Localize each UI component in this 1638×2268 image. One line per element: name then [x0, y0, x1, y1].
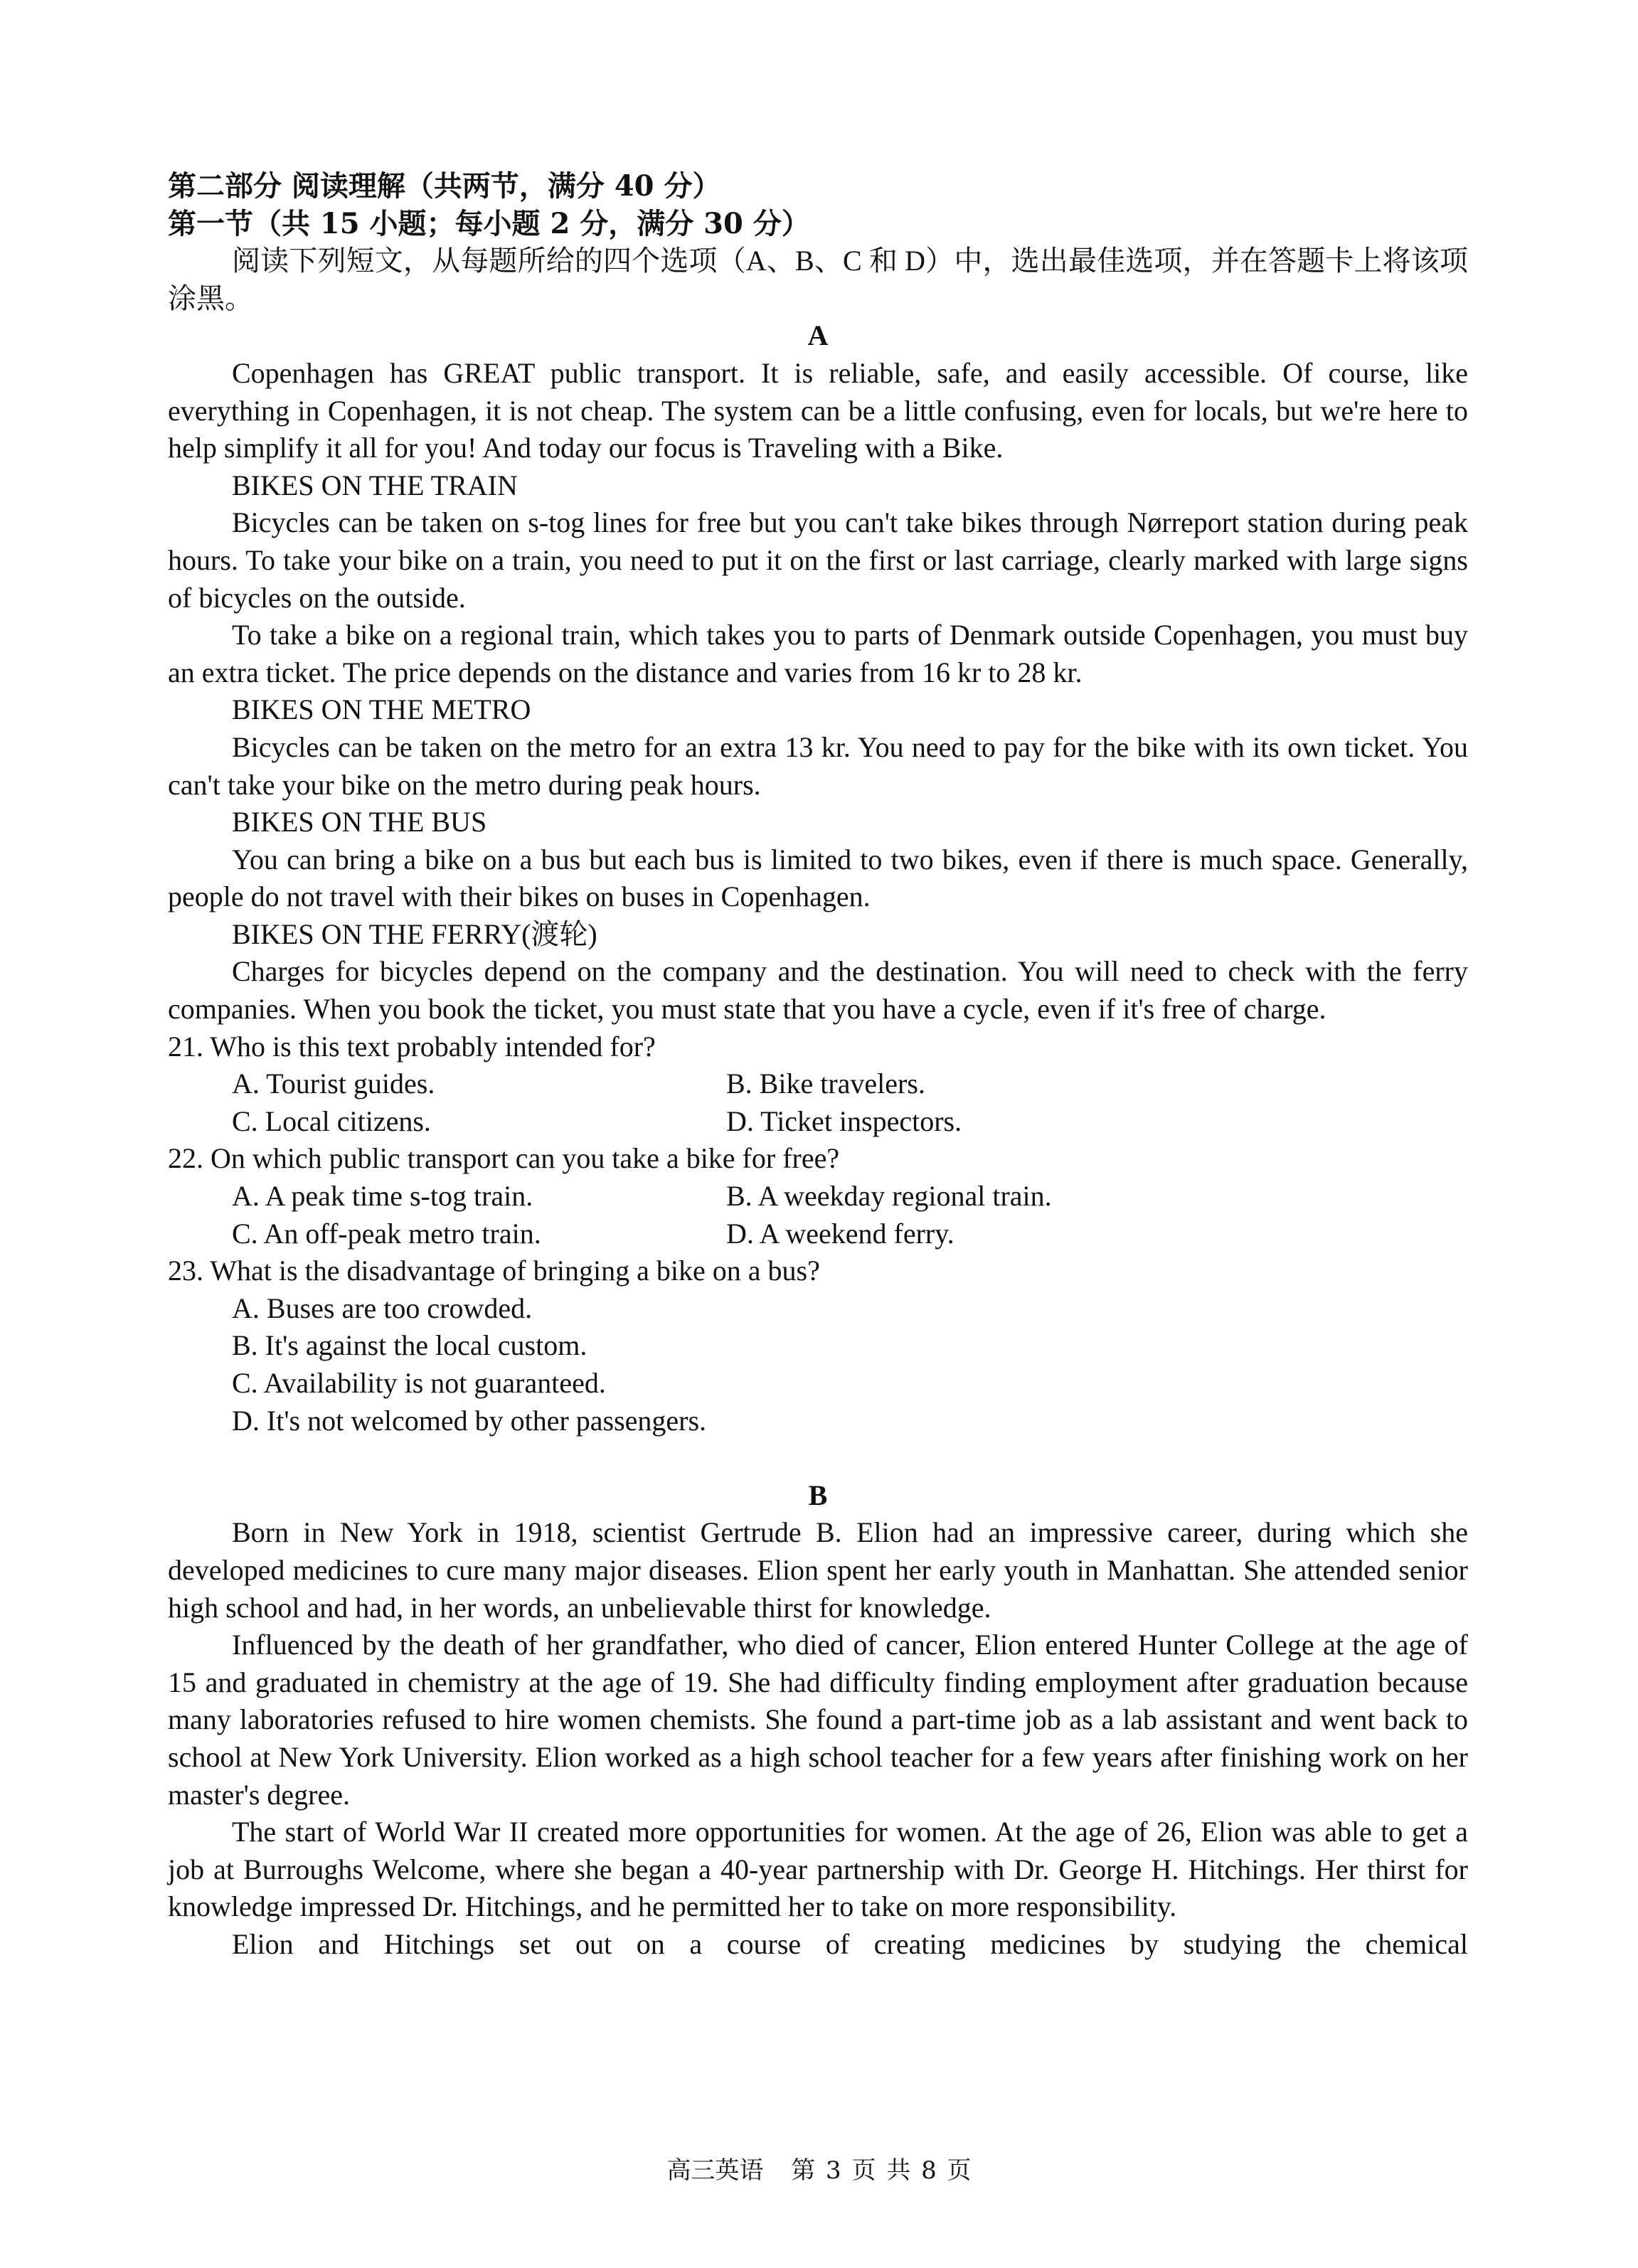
option-b: B. It's against the local custom. — [232, 1329, 587, 1362]
spacer — [168, 1439, 1468, 1477]
metro-heading: BIKES ON THE METRO — [232, 693, 531, 726]
passage-b-paragraph-3: The start of World War II created more opportunities for women. At the age of 26, Elion was able to get a job at Burroughs Welcome, where she began a 40-year partnership with Dr. George H. Hitchings. Her thirst for knowledge impressed Dr. Hitchings, and he permitted her to take on more responsibility. — [168, 1816, 1468, 1923]
section-title: 第二部分 阅读理解（共两节，满分 40 分） — [168, 169, 721, 203]
question-23 — [168, 1252, 1468, 1439]
option-row — [168, 1065, 1468, 1103]
passage-b-label: B — [808, 1479, 828, 1511]
passage-a-label: A — [807, 319, 829, 352]
question-stem: 22. On which public transport can you take a bike for free? — [168, 1142, 840, 1175]
train-paragraph-1: Bicycles can be taken on s-tog lines for free but you can't take bikes through Nørreport station during peak hours. To take your bike on a train, you need to put it on the first or last carriage, clearly marked with large signs of bicycles on the outside. — [168, 506, 1468, 614]
passage-a-intro: Copenhagen has GREAT public transport. It is reliable, safe, and easily accessible. Of course, like everything in Copenhagen, it is not cheap. The system can be a little confusing, even for locals, but we're here to help simplify it all for you! And today our focus is Traveling with a Bike. — [168, 356, 1468, 464]
subsection-title: 第一节（共 15 小题；每小题 2 分，满分 30 分） — [168, 206, 810, 240]
ferry-paragraph: Charges for bicycles depend on the company and the destination. You will need to check with the ferry companies. When you book the ticket, you must state that you have a cycle, even if it's free of charge. — [168, 955, 1468, 1026]
ferry-heading: BIKES ON THE FERRY(渡轮) — [232, 917, 597, 950]
bus-heading: BIKES ON THE BUS — [232, 806, 487, 838]
metro-paragraph: Bicycles can be taken on the metro for an extra 13 kr. You need to pay for the bike with its own ticket. You can't take your bike on the metro during peak hours. — [168, 730, 1468, 801]
bus-paragraph: You can bring a bike on a bus but each bus is limited to two bikes, even if there is much space. Generally, people do not travel with their bikes on buses in Copenhagen. — [168, 843, 1468, 913]
option-row — [168, 1103, 1468, 1141]
option-d: D. Ticket inspectors. — [726, 1104, 962, 1137]
footer-subject: 高三英语 — [666, 2156, 764, 2185]
option-d: D. A weekend ferry. — [726, 1217, 954, 1250]
option-c: C. Local citizens. — [232, 1104, 431, 1137]
question-21 — [168, 1028, 1468, 1141]
option-a: A. Tourist guides. — [232, 1068, 435, 1100]
option-row — [168, 1178, 1468, 1215]
option-row — [168, 1215, 1468, 1253]
option-b: B. Bike travelers. — [726, 1068, 925, 1100]
passage-b-paragraph-2: Influenced by the death of her grandfather, who died of cancer, Elion entered Hunter College at the age of 15 and graduated in chemistry at the age of 19. She had difficulty finding employment after graduation because many laboratories refused to hire women chemists. She found a part-time job as a lab assistant and went back to school at New York University. Elion worked as a high school teacher for a few years after finishing work on her master's degree. — [168, 1629, 1468, 1811]
question-stem: 21. Who is this text probably intended for? — [168, 1030, 656, 1063]
option-a: A. Buses are too crowded. — [232, 1292, 533, 1324]
question-stem: 23. What is the disadvantage of bringing a bike on a bus? — [168, 1255, 820, 1287]
question-22 — [168, 1140, 1468, 1252]
page-content — [168, 168, 1468, 1964]
option-c: C. Availability is not guaranteed. — [232, 1367, 606, 1399]
train-heading: BIKES ON THE TRAIN — [232, 469, 518, 501]
option-d: D. It's not welcomed by other passengers. — [232, 1404, 707, 1437]
train-paragraph-2: To take a bike on a regional train, which takes you to parts of Denmark outside Copenhagen, you must buy an extra ticket. The price depends on the distance and varies from 16 kr to 28 kr. — [168, 619, 1468, 688]
instructions: 阅读下列短文，从每题所给的四个选项（A、B、C 和 D）中，选出最佳选项，并在答题卡上将该项涂黑。 — [168, 245, 1468, 314]
option-c: C. An off-peak metro train. — [232, 1217, 541, 1250]
passage-b-paragraph-1: Born in New York in 1918, scientist Gertrude B. Elion had an impressive career, during which she developed medicines to cure many major diseases. Elion spent her early youth in Manhattan. She attended senior high school and had, in her words, an unbelievable thirst for knowledge. — [168, 1516, 1468, 1624]
passage-b-paragraph-4: Elion and Hitchings set out on a course of creating medicines by studying the chemical — [232, 1927, 1468, 1960]
option-b: B. A weekday regional train. — [726, 1180, 1052, 1213]
page-footer — [0, 2151, 1638, 2186]
option-a: A. A peak time s-tog train. — [232, 1180, 533, 1213]
footer-page-info: 第 3 页 共 8 页 — [791, 2156, 972, 2185]
